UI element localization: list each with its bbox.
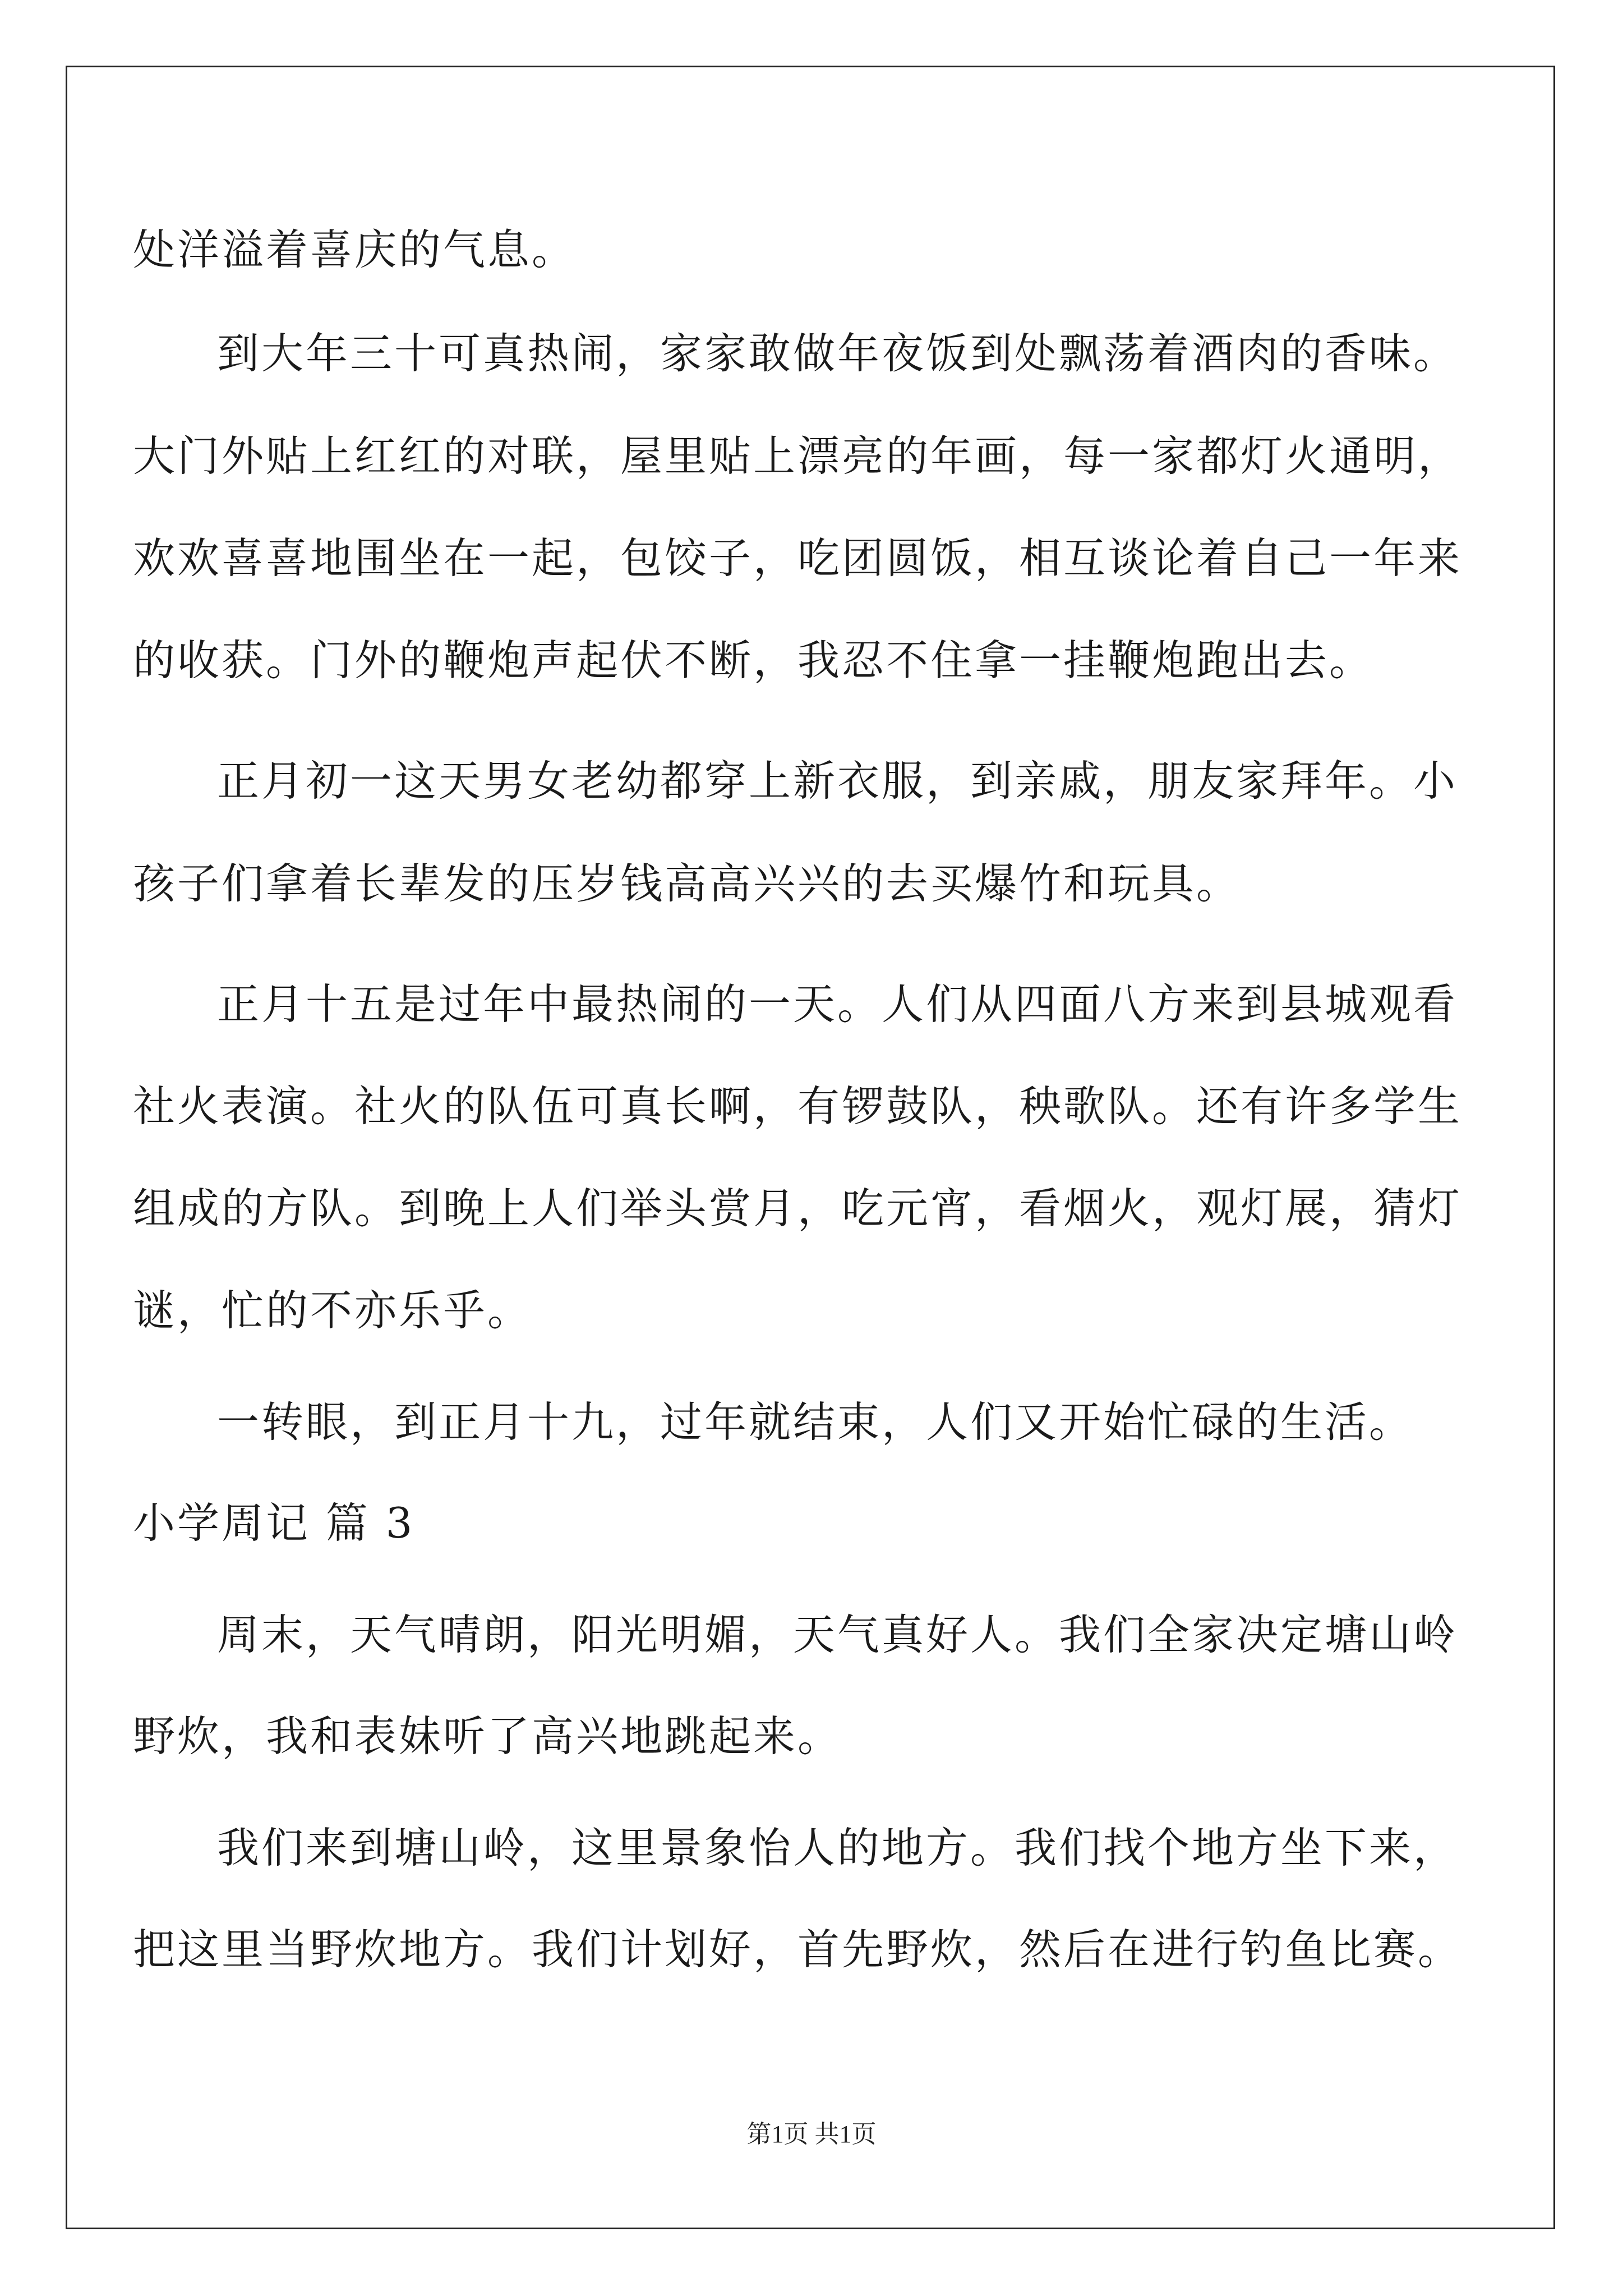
section-heading: 小学周记 篇 3 <box>133 1498 415 1548</box>
paragraph-first-line: 我们来到塘山岭，这里景象怡人的地方。我们找个地方坐下来， <box>217 1823 1458 1872</box>
paragraph-first-line: 到大年三十可真热闹，家家敢做年夜饭到处飘荡着酒肉的香味。 <box>217 329 1458 378</box>
text-line: 处洋溢着喜庆的气息。 <box>133 225 577 274</box>
paragraph-first-line: 一转眼，到正月十九，过年就结束，人们又开始忙碌的生活。 <box>217 1397 1414 1447</box>
text-line: 组成的方队。到晚上人们举头赏月，吃元宵，看烟火，观灯展，猜灯 <box>133 1184 1463 1233</box>
text-line: 欢欢喜喜地围坐在一起，包饺子，吃团圆饭，相互谈论着自己一年来 <box>133 533 1463 583</box>
text-line: 大门外贴上红红的对联，屋里贴上漂亮的年画，每一家都灯火通明， <box>133 431 1463 481</box>
paragraph-first-line: 正月十五是过年中最热闹的一天。人们从四面八方来到县城观看 <box>217 979 1458 1029</box>
text-line: 孩子们拿着长辈发的压岁钱高高兴兴的去买爆竹和玩具。 <box>133 859 1241 908</box>
text-line: 的收获。门外的鞭炮声起伏不断，我忍不住拿一挂鞭炮跑出去。 <box>133 636 1374 685</box>
paragraph-first-line: 正月初一这天男女老幼都穿上新衣服，到亲戚，朋友家拜年。小 <box>217 756 1458 806</box>
text-line: 把这里当野炊地方。我们计划好，首先野炊，然后在进行钓鱼比赛。 <box>133 1925 1463 1974</box>
text-line: 谜，忙的不亦乐乎。 <box>133 1286 532 1335</box>
page-number-footer: 第1页 共1页 <box>746 2120 877 2148</box>
text-line: 社火表演。社火的队伍可真长啊，有锣鼓队，秧歌队。还有许多学生 <box>133 1082 1463 1131</box>
text-line: 野炊，我和表妹听了高兴地跳起来。 <box>133 1711 842 1761</box>
page-border <box>66 66 1555 2229</box>
paragraph-first-line: 周末，天气晴朗，阳光明媚，天气真好人。我们全家决定塘山岭 <box>217 1610 1458 1659</box>
